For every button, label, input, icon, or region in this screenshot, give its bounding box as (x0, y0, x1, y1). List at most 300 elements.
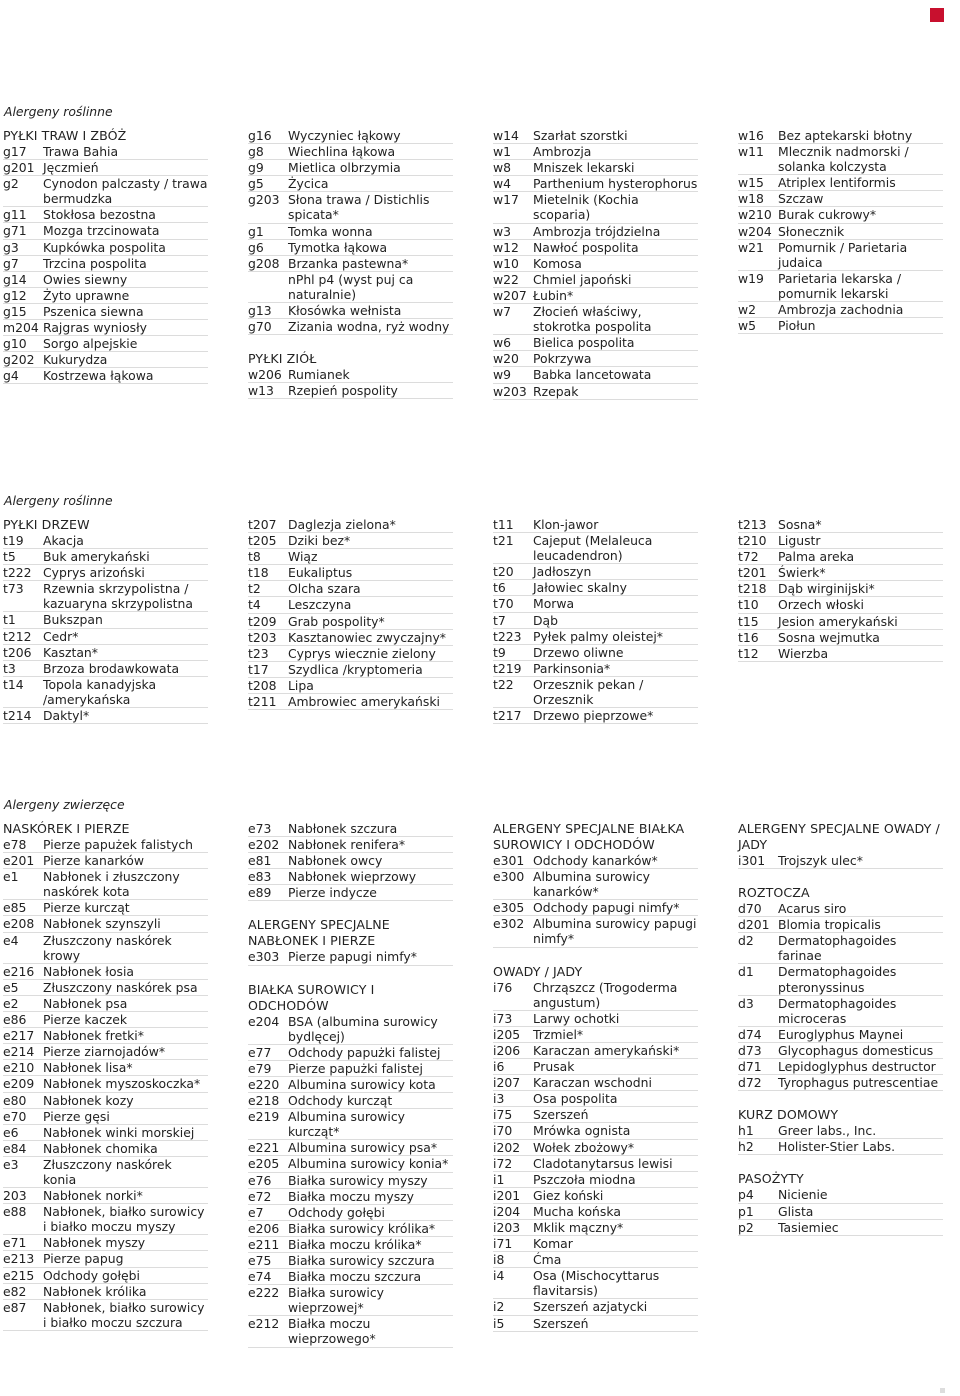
allergen-code: g1 (248, 223, 264, 239)
allergen-name: Pierze papugi nimfy* (288, 949, 417, 965)
allergen-row (738, 224, 943, 240)
allergen-code: t9 (493, 644, 506, 660)
allergen-name: Drzewo oliwne (533, 644, 624, 660)
allergen-code: i201 (493, 1187, 521, 1203)
allergen-code: g71 (3, 223, 27, 239)
allergen-row (493, 1316, 698, 1332)
allergen-row (248, 597, 453, 613)
allergen-row (248, 160, 453, 176)
allergen-code: e71 (3, 1235, 27, 1251)
allergen-row (738, 901, 943, 917)
allergen-code: g201 (3, 160, 35, 176)
allergen-name: Rajgras wyniosły (43, 320, 147, 336)
allergen-row (493, 1075, 698, 1091)
allergen-row (493, 1091, 698, 1107)
allergen-row (738, 964, 943, 995)
allergen-code: w10 (493, 255, 519, 271)
allergen-code: i76 (493, 979, 513, 995)
allergen-row (3, 1125, 208, 1141)
allergen-row (248, 1316, 453, 1347)
allergen-column (738, 517, 943, 662)
allergen-code: e76 (248, 1172, 272, 1188)
allergen-name: Komar (533, 1236, 573, 1252)
allergen-row (3, 853, 208, 869)
allergen-row (3, 645, 208, 661)
allergen-row (248, 630, 453, 646)
allergen-code: t210 (738, 533, 767, 549)
section-title: Alergeny roślinne (4, 104, 113, 119)
allergen-row (3, 1235, 208, 1251)
allergen-name: nPhl p4 (wyst puj ca naturalnie) (288, 271, 414, 302)
allergen-row (3, 565, 208, 581)
allergen-row (3, 1157, 208, 1188)
allergen-row (738, 1139, 943, 1155)
allergen-name: Burak cukrowy* (778, 207, 877, 223)
allergen-row (738, 565, 943, 581)
allergen-name: Złocień właściwy, stokrotka pospolita (533, 304, 652, 335)
group-heading: PYŁKI TRAW I ZBÓŻ (3, 128, 127, 143)
allergen-row (493, 367, 698, 383)
allergen-code: e77 (248, 1044, 272, 1060)
allergen-row (493, 384, 698, 400)
allergen-code: i71 (493, 1236, 513, 1252)
allergen-row (493, 980, 698, 1011)
allergen-code: t203 (248, 629, 277, 645)
allergen-name: Zizania wodna, ryż wodny (288, 319, 450, 335)
allergen-name: Buk amerykański (43, 549, 150, 565)
allergen-row (248, 1014, 453, 1045)
allergen-code: t5 (3, 549, 16, 565)
allergen-name: Nabłonek, białko surowicy i białko moczu myszy (43, 1204, 205, 1235)
allergen-column (3, 517, 208, 724)
allergen-code: t72 (738, 549, 759, 565)
allergen-name: Sosna* (778, 517, 822, 532)
allergen-code: i206 (493, 1042, 521, 1058)
allergen-row (3, 368, 208, 384)
allergen-row (248, 128, 453, 144)
allergen-name: Nabłonek myszoskoczka* (43, 1076, 201, 1092)
allergen-code: d74 (738, 1026, 762, 1042)
allergen-name: Żyto uprawne (43, 287, 130, 303)
allergen-code: p1 (738, 1203, 754, 1219)
allergen-row (248, 662, 453, 678)
allergen-code: e5 (3, 979, 19, 995)
allergen-code: t207 (248, 517, 277, 532)
allergen-code: t23 (248, 645, 269, 661)
allergen-row (738, 128, 943, 144)
allergen-code: t208 (248, 677, 277, 693)
allergen-row (248, 869, 453, 885)
allergen-code: e213 (3, 1251, 35, 1267)
allergen-name: Mietlica olbrzymia (288, 160, 401, 176)
allergen-code: i73 (493, 1010, 513, 1026)
allergen-name: Babka lancetowata (533, 367, 652, 383)
allergen-code: e204 (248, 1013, 280, 1029)
group-heading: ALERGENY SPECJALNE NABŁONEK I PIERZE (248, 917, 390, 949)
allergen-name: Karaczan wschodni (533, 1075, 652, 1091)
allergen-column (248, 517, 453, 710)
allergen-name: Klon-jawor (533, 517, 599, 532)
allergen-name: Greer labs., Inc. (778, 1123, 877, 1139)
allergen-row (738, 1075, 943, 1091)
allergen-code: e303 (248, 949, 280, 965)
allergen-row (493, 853, 698, 869)
allergen-code: g208 (248, 255, 280, 271)
allergen-row (248, 176, 453, 192)
allergen-name: Brzanka pastewna* (288, 255, 409, 271)
allergen-row (248, 533, 453, 549)
allergen-code: g10 (3, 336, 27, 352)
allergen-code: t15 (738, 613, 759, 629)
allergen-name: Nabłonek szczura (288, 821, 398, 836)
allergen-name: Cedr* (43, 628, 79, 644)
allergen-name: Parthenium hysterophorus (533, 176, 698, 192)
allergen-code: e80 (3, 1092, 27, 1108)
allergen-row (248, 678, 453, 694)
allergen-row (738, 302, 943, 318)
allergen-row (738, 646, 943, 662)
allergen-row (248, 694, 453, 710)
allergen-code: g9 (248, 160, 264, 176)
allergen-row (493, 869, 698, 900)
allergen-name: Orzech włoski (778, 597, 864, 613)
allergen-code: w4 (493, 176, 512, 192)
allergen-row (493, 192, 698, 223)
allergen-code: t8 (248, 549, 261, 565)
allergen-row (493, 1140, 698, 1156)
allergen-code: w21 (738, 239, 764, 255)
allergen-name: Odchody gołębi (288, 1204, 385, 1220)
allergen-name: Glista (778, 1203, 814, 1219)
allergen-code: e210 (3, 1060, 35, 1076)
allergen-name: Albumina surowicy konia* (288, 1156, 449, 1172)
allergen-name: Białka moczu szczura (288, 1269, 422, 1285)
allergen-name: Pomurnik / Parietaria judaica (778, 239, 908, 270)
allergen-code: i4 (493, 1268, 505, 1284)
allergen-name: Nabłonek chomika (43, 1140, 158, 1156)
allergen-code: g3 (3, 239, 19, 255)
allergen-code: w16 (738, 128, 764, 143)
allergen-code: t217 (493, 708, 522, 724)
allergen-name: Chrząszcz (Trogoderma angustum) (533, 979, 678, 1010)
allergen-row (493, 304, 698, 335)
allergen-row (3, 708, 208, 724)
allergen-row (248, 240, 453, 256)
allergen-row (3, 581, 208, 612)
allergen-row (738, 933, 943, 964)
allergen-name: Cladotanytarsus lewisi (533, 1155, 673, 1171)
allergen-code: t206 (3, 644, 32, 660)
allergen-code: m204 (3, 320, 39, 336)
allergen-row (3, 1109, 208, 1125)
allergen-row (248, 1253, 453, 1269)
allergen-code: e201 (3, 853, 35, 869)
allergen-row (493, 1236, 698, 1252)
allergen-name: Nabłonek renifera* (288, 837, 406, 853)
allergen-code: t218 (738, 581, 767, 597)
allergen-name: Akacja (43, 533, 84, 548)
allergen-code: t12 (738, 645, 759, 661)
allergen-row (248, 614, 453, 630)
allergen-row (248, 367, 453, 383)
group-heading: PYŁKI ZIÓŁ (248, 351, 317, 367)
allergen-code: e1 (3, 869, 19, 885)
allergen-row (738, 549, 943, 565)
allergen-row (493, 1299, 698, 1315)
allergen-row (493, 517, 698, 533)
allergen-code: e218 (248, 1093, 280, 1109)
allergen-code: i5 (493, 1315, 505, 1331)
allergen-row (3, 272, 208, 288)
allergen-code: e82 (3, 1283, 27, 1299)
allergen-code: e302 (493, 916, 525, 932)
allergen-code: e70 (3, 1108, 27, 1124)
allergen-code: w15 (738, 175, 764, 191)
allergen-code: t70 (493, 596, 514, 612)
allergen-row (3, 160, 208, 176)
allergen-code: g16 (248, 128, 272, 143)
allergen-row (493, 1220, 698, 1236)
allergen-name: Mozga trzcinowata (43, 223, 160, 239)
allergen-name: Tymotka łąkowa (288, 239, 388, 255)
allergen-row (248, 192, 453, 223)
allergen-code: e74 (248, 1269, 272, 1285)
allergen-name: Wiechlina łąkowa (288, 144, 396, 160)
allergen-name: Mniszek lekarski (533, 160, 635, 176)
allergen-name: Kasztan* (43, 644, 98, 660)
allergen-name: Rzepień pospolity (288, 383, 398, 399)
allergen-name: Pyłek palmy oleistej* (533, 628, 663, 644)
allergen-code: e202 (248, 837, 280, 853)
allergen-name: Tyrophagus putrescentiae (778, 1075, 939, 1091)
allergen-code: w8 (493, 160, 512, 176)
allergen-name: Szczaw (778, 191, 824, 207)
allergen-code: g6 (248, 239, 264, 255)
allergen-row (3, 612, 208, 628)
allergen-row (493, 351, 698, 367)
allergen-name: Cyprys wiecznie zielony (288, 645, 436, 661)
allergen-name: Cajeput (Melaleuca leucadendron) (533, 533, 653, 564)
allergen-name: Wiąz (288, 549, 318, 565)
allergen-code: g203 (248, 192, 280, 208)
allergen-name: Drzewo pieprzowe* (533, 708, 654, 724)
allergen-code: t223 (493, 628, 522, 644)
allergen-code: w2 (738, 302, 757, 318)
allergen-row (738, 581, 943, 597)
allergen-row (493, 1107, 698, 1123)
allergen-column (3, 128, 208, 384)
allergen-code: t209 (248, 613, 277, 629)
allergen-code: e85 (3, 900, 27, 916)
allergen-row (3, 352, 208, 368)
allergen-name: Jadłoszyn (533, 564, 592, 580)
allergen-row (738, 271, 943, 302)
allergen-name: Białka moczu królika* (288, 1236, 422, 1252)
allergen-row (3, 629, 208, 645)
allergen-name: Ambrozja zachodnia (778, 302, 904, 318)
allergen-code: i205 (493, 1026, 521, 1042)
allergen-name: Białka surowicy szczura (288, 1252, 435, 1268)
allergen-name: Bez aptekarski błotny (778, 128, 913, 143)
allergen-name: Odchody kanarków* (533, 853, 658, 868)
allergen-name: Szydlica /kryptomeria (288, 661, 423, 677)
allergen-name: Holister-Stier Labs. (778, 1139, 896, 1155)
allergen-name: Nawłoć pospolita (533, 239, 639, 255)
allergen-name: Pierze kaczek (43, 1012, 128, 1028)
allergen-name: Białka moczu myszy (288, 1188, 414, 1204)
allergen-row (3, 837, 208, 853)
allergen-column (493, 821, 698, 1332)
allergen-code: g2 (3, 176, 19, 192)
allergen-name: Cynodon palczasty / trawa bermudzka (43, 176, 208, 207)
allergen-row (3, 549, 208, 565)
allergen-name: Lipa (288, 677, 314, 693)
allergen-row (3, 1028, 208, 1044)
allergen-code: t20 (493, 564, 514, 580)
page-dot (940, 1388, 945, 1393)
allergen-code: t213 (738, 517, 767, 532)
allergen-name: Albumina surowicy psa* (288, 1140, 438, 1156)
allergen-row (248, 1061, 453, 1077)
allergen-code: e81 (248, 853, 272, 869)
allergen-name: Sosna wejmutka (778, 629, 880, 645)
allergen-name: Bielica pospolita (533, 335, 635, 351)
allergen-name: Pierze kurcząt (43, 900, 130, 916)
allergen-row (3, 964, 208, 980)
allergen-name: Odchody papużki falistej (288, 1044, 441, 1060)
allergen-code: d1 (738, 964, 754, 980)
allergen-code: t205 (248, 533, 277, 549)
allergen-code: e73 (248, 821, 272, 836)
allergen-row (3, 240, 208, 256)
allergen-code: e216 (3, 963, 35, 979)
allergen-row (248, 646, 453, 662)
allergen-name: Słonecznik (778, 223, 845, 239)
allergen-code: e7 (248, 1204, 264, 1220)
allergen-code: t14 (3, 676, 24, 692)
allergen-row (3, 223, 208, 239)
section-title: Alergeny roślinne (4, 493, 113, 508)
allergen-row (248, 1221, 453, 1237)
allergen-name: Topola kanadyjska /amerykańska (43, 676, 157, 707)
allergen-name: Pierze indycze (288, 885, 377, 901)
allergen-name: Nabłonek lisa* (43, 1060, 133, 1076)
allergen-code: w11 (738, 144, 764, 160)
allergen-name: Piołun (778, 318, 816, 334)
allergen-name: Pokrzywa (533, 351, 592, 367)
allergen-code: t3 (3, 660, 16, 676)
allergen-code: t214 (3, 708, 32, 724)
allergen-row (738, 207, 943, 223)
allergen-row (3, 320, 208, 336)
allergen-row (738, 1043, 943, 1059)
allergen-name: Lepidoglyphus destructor (778, 1059, 936, 1075)
allergen-code: e214 (3, 1044, 35, 1060)
allergen-name: Stokłosa bezostna (43, 207, 156, 223)
allergen-code: t73 (3, 581, 24, 597)
allergen-name: Rzepak (533, 383, 579, 399)
allergen-row (493, 916, 698, 947)
allergen-row (738, 1204, 943, 1220)
allergen-code: t219 (493, 660, 522, 676)
allergen-code: g202 (3, 352, 35, 368)
allergen-name: Szerszeń (533, 1107, 589, 1123)
allergen-column (493, 128, 698, 400)
allergen-row (493, 661, 698, 677)
allergen-code: w19 (738, 270, 764, 286)
allergen-name: Mlecznik nadmorski / solanka kolczysta (778, 144, 909, 175)
allergen-code: i202 (493, 1139, 521, 1155)
allergen-name: Nabłonek szynszyli (43, 916, 161, 932)
allergen-name: Wołek zbożowy* (533, 1139, 635, 1155)
allergen-row (493, 645, 698, 661)
allergen-code: w13 (248, 383, 274, 399)
allergen-name: Sorgo alpejskie (43, 336, 138, 352)
allergen-row (738, 517, 943, 533)
allergen-code: w5 (738, 318, 757, 334)
allergen-code: i207 (493, 1075, 521, 1091)
allergen-name: Trzmiel* (533, 1026, 584, 1042)
allergen-row (3, 533, 208, 549)
allergen-row (493, 224, 698, 240)
allergen-row (738, 533, 943, 549)
allergen-row (3, 207, 208, 223)
allergen-code: e84 (3, 1140, 27, 1156)
allergen-row (3, 1141, 208, 1157)
group-heading: OWADY / JADY (493, 963, 583, 979)
allergen-code: d71 (738, 1059, 762, 1075)
allergen-row (3, 1251, 208, 1267)
allergen-row (493, 900, 698, 916)
allergen-name: Mietelnik (Kochia scoparia) (533, 192, 639, 223)
allergen-row (3, 1188, 208, 1204)
allergen-name: Trojszyk ulec* (778, 853, 863, 868)
allergen-code: d2 (738, 933, 754, 949)
allergen-name: Dermatophagoides pteronyssinus (778, 964, 897, 995)
allergen-code: e211 (248, 1236, 280, 1252)
allergen-name: Szerszeń (533, 1315, 589, 1331)
allergen-row (493, 1011, 698, 1027)
allergen-code: g5 (248, 176, 264, 192)
allergen-row (738, 597, 943, 613)
allergen-row (3, 144, 208, 160)
allergen-row (738, 318, 943, 334)
allergen-code: e301 (493, 853, 525, 868)
allergen-code: i1 (493, 1171, 505, 1187)
allergen-name: Larwy ochotki (533, 1010, 620, 1026)
allergen-code: t2 (248, 581, 261, 597)
allergen-code: t222 (3, 565, 32, 581)
allergen-name: Albumina surowicy kanarków* (533, 869, 650, 900)
allergen-row (248, 303, 453, 319)
allergen-code: e220 (248, 1076, 280, 1092)
allergen-name: Dąb wirginijski* (778, 581, 875, 597)
allergen-code: d201 (738, 917, 770, 933)
allergen-code: w1 (493, 144, 512, 160)
group-heading: ALERGENY SPECJALNE BIAŁKA SUROWICY I ODCHODÓW (493, 821, 685, 852)
allergen-name: Trawa Bahia (43, 144, 119, 159)
allergen-row (738, 630, 943, 646)
allergen-code: e87 (3, 1299, 27, 1315)
allergen-name: Kłosówka wełnista (288, 303, 402, 319)
allergen-row (248, 319, 453, 335)
group-heading: PYŁKI DRZEW (3, 517, 90, 532)
allergen-row (738, 1123, 943, 1139)
allergen-name: Świerk* (778, 565, 826, 581)
allergen-code: e221 (248, 1140, 280, 1156)
allergen-name: Pierze papużki falistej (288, 1060, 423, 1076)
allergen-code: e205 (248, 1156, 280, 1172)
